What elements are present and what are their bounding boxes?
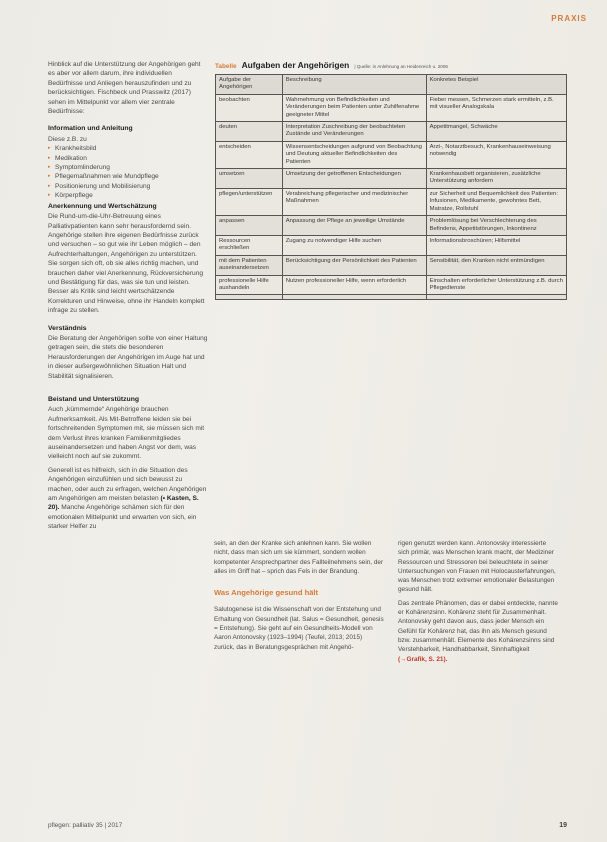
table-row: [216, 275, 567, 295]
column-header: Beschreibung: [282, 75, 426, 95]
table-cell: [282, 295, 426, 300]
table-cell: Sensibilität, den Kranken nicht entmündigen: [426, 255, 566, 275]
list-item: ▸ Positionierung und Mobilisierung: [48, 182, 208, 191]
heading-gesund: Was Angehörige gesund hält: [214, 588, 319, 598]
table-cell: deuten: [216, 122, 283, 142]
table-heading: Aufgaben der Angehörigen: [241, 60, 350, 70]
table-cell: Wahrnehmung von Befindlichkeiten und Veränderungen beim Patienten unter Zuhilfenahme geeigneter Mittel: [282, 94, 426, 121]
table-header-row: [216, 75, 567, 95]
table-cell: Krankenhausbett organisieren, zusätzliche Unterstützung anfordern: [426, 169, 566, 189]
table-cell: professionelle Hilfe aushandeln: [216, 275, 283, 295]
table-cell: Anpassung der Pflege an jeweilige Umstände: [282, 216, 426, 236]
table-cell: Einschalten erforderlicher Unterstützung z.B. durch Pflegedienste: [426, 275, 566, 295]
beistand-paragraph: Auch „kümmernde“ Angehörige brauchen Aufmerksamkeit. Als Mit-Betroffene leiden sie bei fortschreitenden Symptomen mit, sie müssen sich mit dem Verlust ihres kranken Familienmitgliedes auseinandersetzen und haben Angst vor dem, was vielleicht noch auf sie zukommt.: [48, 406, 205, 461]
heading-anerkennung: Anerkennung und Wertschätzung: [48, 202, 157, 210]
table-cell: [216, 295, 283, 300]
table-cell: Fieber messen, Schmerzen stark ermitteln, z.B. mit visueller Analogskala: [426, 94, 566, 121]
table-row: [216, 94, 567, 121]
table-row: [216, 169, 567, 189]
middle-column: [214, 539, 384, 652]
table-cell: zur Sicherheit und Bequemlichkeit des Patienten: Infusionen, Medikamente, gewohntes Bett, Matratze, Rollstuhl: [426, 188, 566, 215]
table-cell: entscheiden: [216, 141, 283, 168]
table-row: [216, 295, 567, 300]
table-cell: Umsetzung der getroffenen Entscheidungen: [282, 169, 426, 189]
right-column: [398, 539, 558, 668]
right-paragraph-1: rigen genutzt werden kann. Antonovsky interessierte sich primär, was Menschen krank macht, der Mediziner Ressourcen und Stressoren bei beleuchtete in seiner Untersuchungen von Frauen mit Holocausterfahrungen, was Menschen trotz extremer emotionaler Belastungen gesund hält.: [398, 540, 556, 594]
table-label: Tabelle: [215, 63, 237, 70]
middle-paragraph-1: sein, an den der Kranke sich anlehnen kann. Sie wollen nicht, dass man sich um sie kümmert, sondern wollen kompetenter Ansprechpartner des Fallteilnehmens sein, der alles im Griff hat – sprich das Fels in der Brandung.: [214, 540, 384, 575]
table-source: | Quelle: in Anlehnung an Heidenreich u. 2006: [354, 64, 448, 69]
table-cell: Nutzen professioneller Hilfe, wenn erforderlich: [282, 275, 426, 295]
table-cell: anpassen: [216, 216, 283, 236]
table-cell: Appetitmangel, Schwäche: [426, 122, 566, 142]
anerkennung-paragraph: Die Rund-um-die-Uhr-Betreuung eines Palliativpatienten kann sehr herausfordernd sein. Angehörige stellen ihre eigenen Bedürfnisse zurück und versuchen – so gut wie ihr Leben möglich – den Aufrechterhaltungen, Angehörigen zu unterstützen. Sie sorgen sich oft, ob sie alles richtig machen, und brauchen daher viel Anerkennung, Rückversicherung und Bestätigung für das, was sie tun und leisten. Besser als Kritik sind leicht wertschätzende Korrekturen und Hinweise, ohne ihr Handeln komplett infrage zu stellen.: [48, 213, 205, 315]
intro-paragraph: Hinblick auf die Unterstützung der Angehörigen geht es aber vor allem darum, ihre individuellen Bedürfnisse und Anliegen herauszufinden und zu berücksichtigen. Fischbeck und Prasswitz (2017) sehen im Mittelpunkt vor allem vier zentrale Bedürfnisse:: [48, 61, 201, 116]
table-row: [216, 255, 567, 275]
verstaendnis-paragraph: Die Beratung der Angehörigen sollte von einer Haltung getragen sein, die stets die besonderen Herausforderungen der Angehörigen im Auge hat und in dieser außergewöhnlichen Situation Halt und Stabilität signalisieren.: [48, 334, 208, 380]
table-cell: pflegen/unterstützen: [216, 188, 283, 215]
column-header: Aufgabe der Angehörigen: [216, 75, 283, 95]
heading-beistand: Beistand und Unterstützung: [48, 396, 139, 403]
table-cell: beobachten: [216, 94, 283, 121]
table-cell: umsetzen: [216, 169, 283, 189]
table-cell: Verabreichung pflegerischer und medizinischer Maßnahmen: [282, 188, 426, 215]
list-item: ▸ Krankheitsbild: [48, 144, 208, 153]
citation: (• Kasten, S. 20).: [48, 495, 199, 512]
column-header: Konkretes Beispiel: [426, 75, 566, 95]
table-cell: Zugang zu notwendiger Hilfe suchen: [282, 235, 426, 255]
table-cell: Wissensentscheidungen aufgrund von Beobachtung und Deutung aktueller Befindlichkeiten des Patienten: [282, 141, 426, 168]
footer-publication: pflegen: palliativ 35 | 2017: [48, 822, 123, 829]
table-row: [216, 122, 567, 142]
left-column: [48, 60, 208, 536]
table-cell: mit dem Patienten auseinandersetzen: [216, 255, 283, 275]
table-block: [215, 60, 567, 300]
section-tag: PRAXIS: [551, 14, 587, 23]
tasks-table: [215, 74, 567, 300]
info-list: [48, 144, 208, 200]
info-lead: Diese z.B. zu: [48, 135, 87, 143]
table-cell: Arzt-, Notarztbesuch, Krankenhauseinweisung notwendig: [426, 141, 566, 168]
table-cell: Informationsbroschüren; Hilfsmittel: [426, 235, 566, 255]
table-row: [216, 235, 567, 255]
middle-paragraph-2: Salutogenese ist die Wissenschaft von der Entstehung und Erhaltung von Gesundheit (lat. Salus = Gesundheit, genesis = Entstehung). Sie geht auf ein Gesundheits-Modell von Aaron Antonovsky (1923–1994) (Teufel, 2013; 2015) zurück, das in Beratungsgesprächen mit Angehö-: [214, 606, 384, 651]
list-item: ▸ Körperpflege: [48, 191, 208, 200]
page-number: 19: [559, 822, 567, 829]
gesamt-paragraph: Generell ist es hilfreich, sich in die Situation des Angehörigen einzufühlen und sich bewusst zu machen, oder auch zu erfragen, welchen Angehörigen am Angehörigen am meisten belasten (• Kasten, S. 20). Manche Angehörige schämen sich für den emotionalen Mittelpunkt und erwarten von sich, ein starker Helfer zu: [48, 466, 207, 531]
table-cell: Problemlösung bei Verschlechterung des Befindens, Appetitstörungen, Inkontinenz: [426, 216, 566, 236]
list-item: ▸ Symptomlinderung: [48, 163, 208, 172]
table-cell: Interpretation Zuschreibung der beobachteten Zustände und Veränderungen: [282, 122, 426, 142]
list-item: ▸ Pflegemaßnahmen wie Mundpflege: [48, 172, 208, 181]
table-cell: Ressourcen erschließen: [216, 235, 283, 255]
heading-verstaendnis: Verständnis: [48, 324, 87, 332]
table-row: [216, 188, 567, 215]
table-cell: [426, 295, 566, 300]
heading-information: Information und Anleitung: [48, 125, 133, 133]
right-paragraph-2: Das zentrale Phänomen, das er dabei entdeckte, nannte er Kohärenzsinn. Kohärenz steht für Zusammenhalt. Antonovsky geht davon aus, dass jeder Mensch ein Gefühl für Kohärenz hat, das ihn als Mensch gesund bzw. zusammenhält. Elemente des Kohärenzsinns sind Verstehbarkeit, Handhabbarkeit, Sinnhaftigkeit (→Grafik, S. 21).: [398, 599, 558, 663]
table-cell: Berücksichtigung der Persönlichkeit des Patienten: [282, 255, 426, 275]
table-row: [216, 216, 567, 236]
citation: (→Grafik, S. 21).: [398, 655, 448, 663]
table-title: [215, 60, 567, 70]
list-item: ▸ Medikation: [48, 154, 208, 163]
table-row: [216, 141, 567, 168]
